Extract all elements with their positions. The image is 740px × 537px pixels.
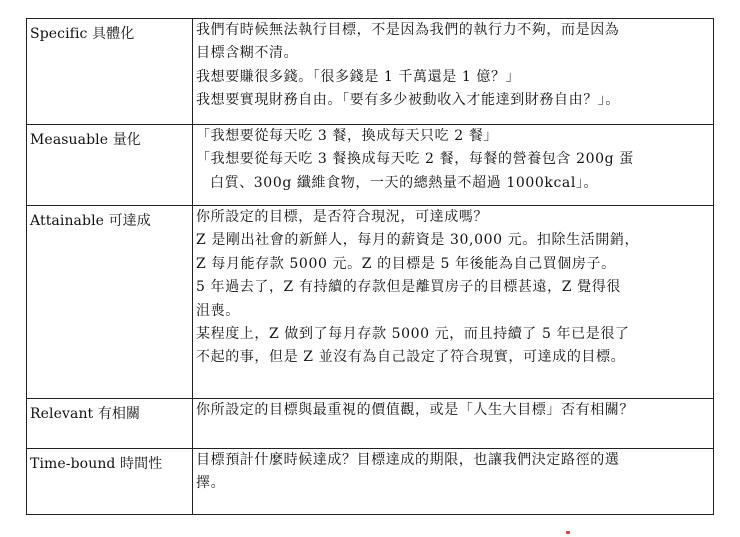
table-row-relevant [27,399,714,449]
content-line: 沮喪。 [196,302,240,319]
content-line: 目標預計什麼時候達成？目標達成的期限，也讓我們決定路徑的選 [196,452,620,468]
content-line: 我想要賺很多錢。「很多錢是 1 千萬還是 1 億？」 [196,68,521,85]
row-label-time-bound: Time-bound 時間性 [27,449,193,515]
content-line: 擇。 [196,475,226,492]
content-line: 你所設定的目標與最重視的價值觀，或是「人生大目標」否有相關？ [196,402,634,418]
table-row-time-bound [27,449,714,515]
content-line: 「我想要從每天吃 3 餐換成每天吃 2 餐，每餐的營養包含 200g 蛋 [196,151,634,168]
row-label-attainable: Attainable 可達成 [27,206,193,399]
table-row-specific [27,19,714,125]
content-line: 白質、300g 纖維食物，一天的總熱量不超過 1000kcal」。 [210,174,599,191]
content-line: 我們有時候無法執行目標，不是因為我們的執行力不夠，而是因為 [196,22,620,38]
table-row-attainable [27,206,714,399]
row-content-attainable [193,206,714,399]
content-line: Z 每月能存款 5000 元。Z 的目標是 5 年後能為自己買個房子。 [196,255,616,272]
row-label-relevant: Relevant 有相關 [27,399,193,449]
content-line: 5 年過去了，Z 有持續的存款但是離買房子的目標甚遠，Z 覺得很 [196,279,621,296]
content-line: 你所設定的目標，是否符合現況，可達成嗎？ [196,209,488,225]
row-content-time-bound [193,449,714,515]
content-line: Z 是剛出社會的新鮮人，每月的薪資是 30,000 元。扣除生活開銷， [196,232,640,249]
content-line: 某程度上，Z 做到了每月存款 5000 元，而且持續了 5 年已是很了 [196,326,630,343]
row-label-measuable: Measuable 量化 [27,125,193,206]
content-line: 「我想要從每天吃 3 餐，換成每天只吃 2 餐」 [196,128,499,144]
red-mark-decoration [566,531,570,534]
table-row-measuable [27,125,714,206]
content-line: 不起的事，但是 Z 並沒有為自己設定了符合現實，可達成的目標。 [196,349,626,366]
content-line: 我想要實現財務自由。「要有多少被動收入才能達到財務自由？」。 [196,92,620,109]
smart-goals-table [26,18,714,515]
row-content-measuable [193,125,714,206]
row-label-specific: Specific 具體化 [27,19,193,125]
row-content-specific [193,19,714,125]
content-line: 目標含糊不清。 [196,45,299,62]
smart-goals-document [26,18,714,515]
row-content-relevant [193,399,714,449]
